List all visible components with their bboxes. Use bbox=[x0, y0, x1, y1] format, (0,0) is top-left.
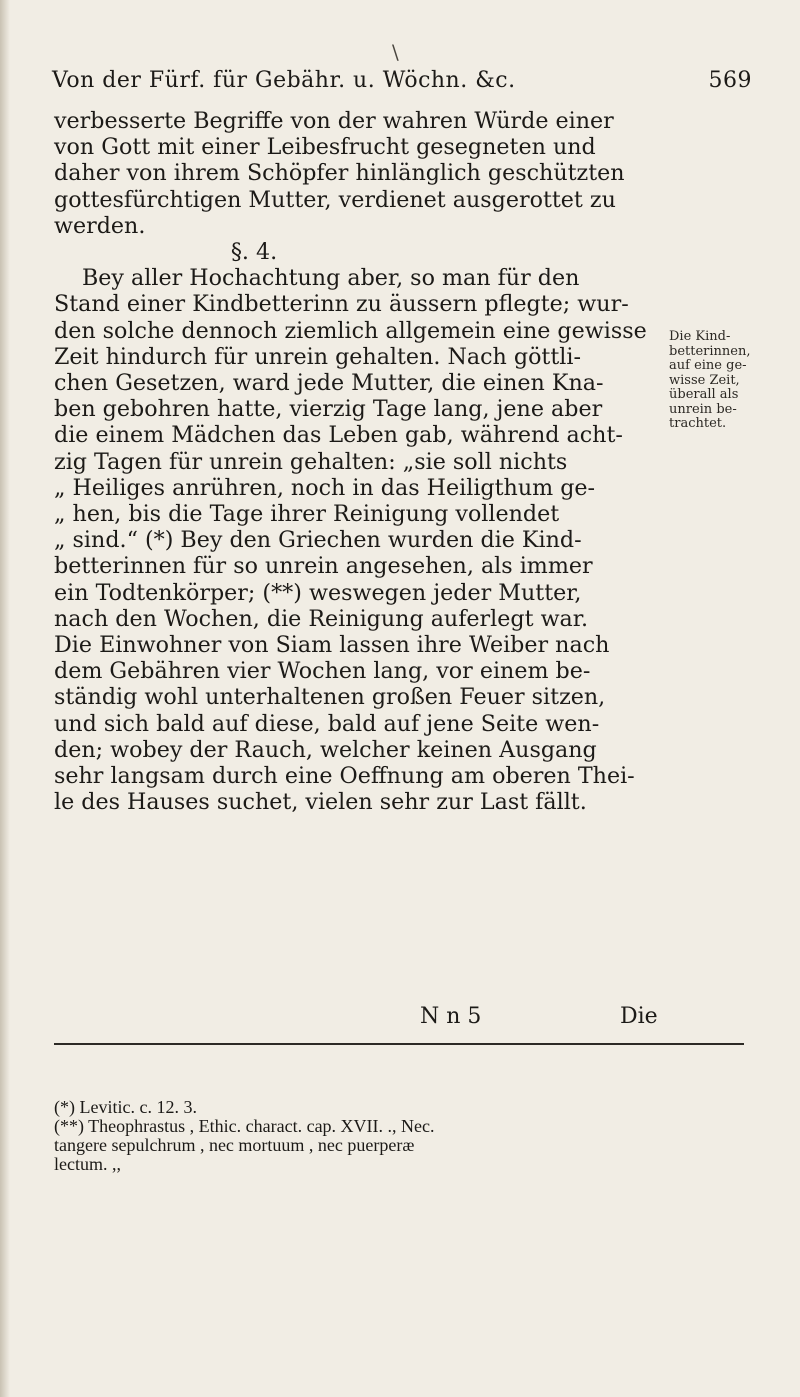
margin-line: unrein be- bbox=[669, 401, 737, 417]
text-line: Bey aller Hochachtung aber, so man für den bbox=[82, 265, 580, 292]
text-line: und sich bald auf diese, bald auf jene Seite wen- bbox=[54, 710, 600, 737]
footnotes bbox=[54, 1098, 744, 1174]
text-line: ständig wohl unterhaltenen großen Feuer sitzen, bbox=[54, 684, 606, 711]
text-line: Zeit hindurch für unrein gehalten. Nach göttli- bbox=[54, 343, 581, 370]
text-line: „ Heiliges anrühren, noch in das Heiligthum ge- bbox=[54, 474, 596, 501]
text-line: von Gott mit einer Leibesfrucht gesegneten und bbox=[54, 134, 596, 161]
marginal-note bbox=[669, 329, 751, 432]
text-line: verbesserte Begriffe von der wahren Würde einer bbox=[54, 108, 614, 134]
catchword: Die bbox=[620, 1004, 658, 1029]
margin-line: betterinnen, bbox=[669, 343, 751, 359]
text-line: betterinnen für so unrein angesehen, als immer bbox=[54, 553, 593, 580]
text-line: den; wobey der Rauch, welcher keinen Ausgang bbox=[54, 736, 597, 763]
text-line: werden. bbox=[54, 212, 146, 239]
text-line: die einem Mädchen das Leben gab, während acht- bbox=[54, 422, 623, 449]
text-line: dem Gebähren vier Wochen lang, vor einem be- bbox=[54, 658, 591, 685]
text-line: gottesfürchtigen Mutter, verdienet ausgerottet zu bbox=[54, 186, 616, 213]
running-header bbox=[52, 68, 752, 93]
footnote-1: (*) Levitic. c. 12. 3. bbox=[54, 1097, 197, 1117]
text-line: den solche dennoch ziemlich allgemein eine gewisse bbox=[54, 317, 647, 344]
text-line: ben gebohren hatte, vierzig Tage lang, jene aber bbox=[54, 396, 603, 423]
margin-line: trachtet. bbox=[669, 416, 727, 431]
text-line: Stand einer Kindbetterinn zu äussern pflegte; wur- bbox=[54, 291, 629, 318]
text-line: Die Einwohner von Siam lassen ihre Weiber nach bbox=[54, 632, 610, 659]
text-line: sehr langsam durch eine Oeffnung am oberen Thei- bbox=[54, 763, 635, 790]
signature-mark: N n 5 bbox=[420, 1004, 482, 1029]
page-edge-shadow bbox=[0, 0, 10, 1397]
main-text bbox=[54, 108, 654, 815]
margin-line: auf eine ge- bbox=[669, 358, 747, 373]
page-number: 569 bbox=[708, 68, 752, 93]
footnote-2: (**) Theophrastus , Ethic. charact. cap. XVII. ., Nec. bbox=[54, 1116, 435, 1136]
stray-mark: \ bbox=[392, 40, 399, 64]
footnote-rule bbox=[54, 1043, 744, 1045]
text-line: „ hen, bis die Tage ihrer Reinigung vollendet bbox=[54, 501, 560, 528]
text-line: „ sind.“ (*) Bey den Griechen wurden die Kind- bbox=[54, 527, 582, 554]
text-line: chen Gesetzen, ward jede Mutter, die einen Kna- bbox=[54, 370, 604, 397]
text-line: daher von ihrem Schöpfer hinlänglich geschützten bbox=[54, 160, 625, 187]
text-line: le des Hauses suchet, vielen sehr zur Last fällt. bbox=[54, 789, 587, 816]
margin-line: Die Kind- bbox=[669, 329, 731, 344]
text-line: ein Todtenkörper; (**) weswegen jeder Mutter, bbox=[54, 579, 582, 606]
footnote-2-continued: tangere sepulchrum , nec mortuum , nec puerperæ bbox=[54, 1135, 415, 1155]
margin-line: überall als bbox=[669, 387, 739, 402]
running-title: Von der Fürf. für Gebähr. u. Wöchn. &c. bbox=[52, 68, 516, 93]
footnote-2-continued: lectum. ,, bbox=[54, 1154, 121, 1174]
section-heading: §. 4. bbox=[230, 239, 278, 266]
margin-line: wisse Zeit, bbox=[669, 372, 740, 388]
text-line: nach den Wochen, die Reinigung auferlegt war. bbox=[54, 605, 589, 632]
text-line: zig Tagen für unrein gehalten: „sie soll nichts bbox=[54, 448, 568, 475]
